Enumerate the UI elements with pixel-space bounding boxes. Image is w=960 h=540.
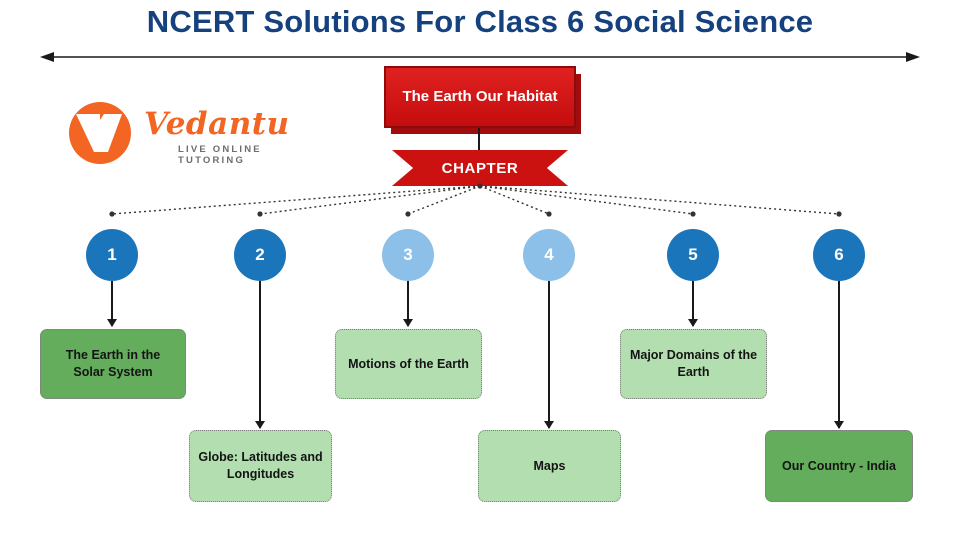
chapter-circle-1[interactable]: 1 (86, 229, 138, 281)
fan-connectors (0, 180, 960, 240)
connector-circle-3-to-box (407, 281, 409, 326)
chapter-box-4[interactable]: Maps (478, 430, 621, 502)
connector-circle-4-to-box (548, 281, 550, 428)
chapter-banner-label: CHAPTER (441, 159, 519, 177)
vedantu-logo (60, 100, 290, 170)
vedantu-v-mark-icon (60, 100, 140, 166)
chapter-box-2[interactable]: Globe: Latitudes and Longitudes (189, 430, 332, 502)
connector-circle-5-to-box (692, 281, 694, 326)
logo-wordmark: Vedantu (144, 106, 290, 142)
logo-tagline: LIVE ONLINE TUTORING (178, 144, 262, 166)
connector-circle-2-to-box (259, 281, 261, 428)
chapter-circle-6[interactable]: 6 (813, 229, 865, 281)
chapter-circle-5[interactable]: 5 (667, 229, 719, 281)
page-title: NCERT Solutions For Class 6 Social Science (146, 4, 814, 39)
chapter-circle-2[interactable]: 2 (234, 229, 286, 281)
chapter-box-1[interactable]: The Earth in the Solar System (40, 329, 186, 399)
title-divider-arrow (40, 50, 920, 64)
root-node-the-earth-our-habitat: The Earth Our Habitat (384, 66, 576, 128)
chapter-box-6[interactable]: Our Country - India (765, 430, 913, 502)
chapter-circle-4[interactable]: 4 (523, 229, 575, 281)
connector-root-to-chapter (478, 128, 480, 151)
chapter-box-5[interactable]: Major Domains of the Earth (620, 329, 767, 399)
chapter-circle-3[interactable]: 3 (382, 229, 434, 281)
connector-circle-1-to-box (111, 281, 113, 326)
chapter-box-3[interactable]: Motions of the Earth (335, 329, 482, 399)
connector-circle-6-to-box (838, 281, 840, 428)
